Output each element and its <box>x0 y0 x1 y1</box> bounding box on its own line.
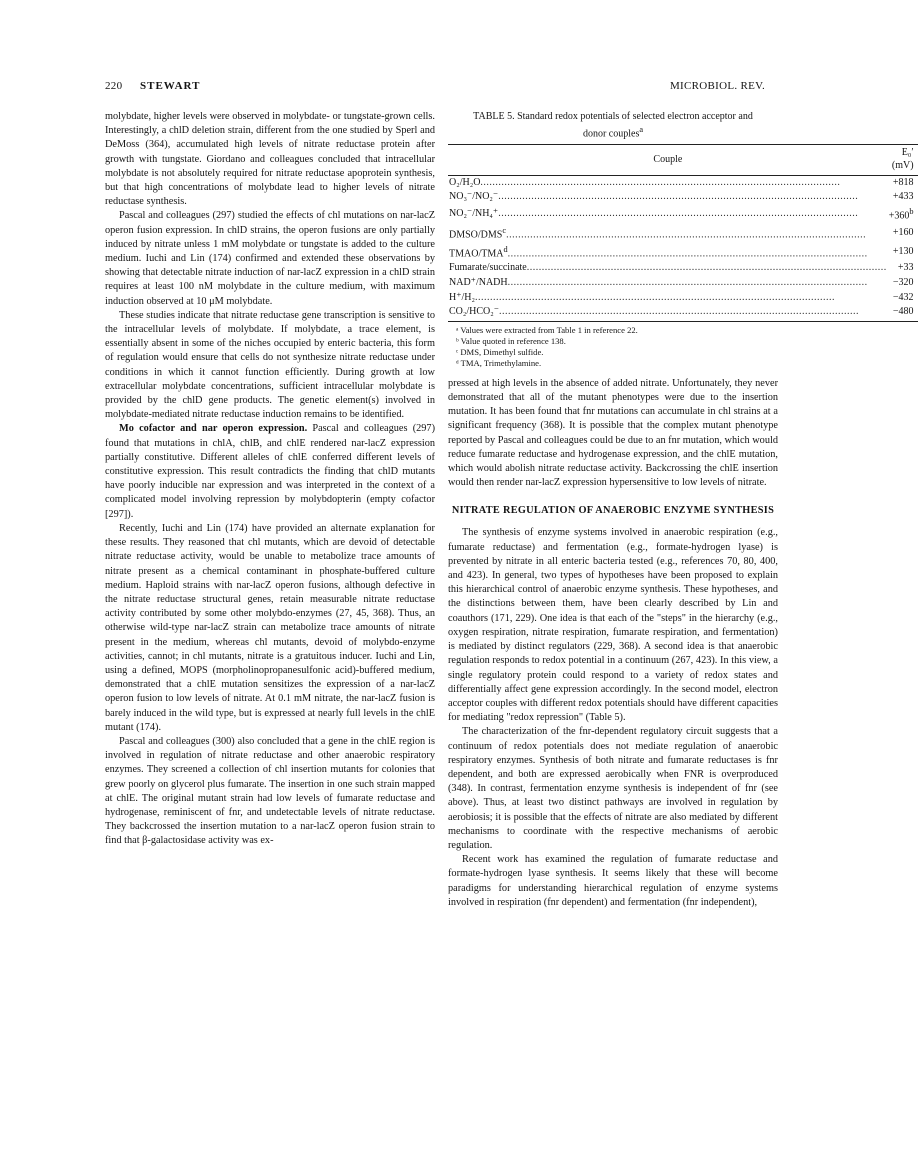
potential-cell <box>888 261 918 276</box>
couple-cell <box>448 276 888 291</box>
table-row <box>448 175 918 190</box>
paragraph <box>105 422 435 521</box>
paragraph: Recently, Iuchi and Lin (174) have provided an alternate explanation for these results. They reasoned that chl mutants, which are devoid of detectable nitrate reductase activity, would be unable to metabolize trace amounts of nitrate present as a chemical contaminant in phosphate-buffered culture medium. Haploid strains with nar-lacZ operon fusions, although defective in the nitrate reductase structural genes, retain measurable nitrate reductase activity contributed by some other molybdo-enzymes (27, 45, 368). Thus, an otherwise wild-type nar-lacZ strain can metabolize trace amounts of nitrate present in the medium, whereas chl mutants, devoid of molybdo-enzyme activities, cannot; in chl mutants, nitrate is a gratuitous inducer. Iuchi and Lin, using a defined, MOPS (morpholinopropanesulfonic acid)-buffered medium, demonstrated that a chlE mutation sensitizes the expression of a nar-lacZ operon fusion to low levels of nitrate. At 0.1 mM nitrate, the nar-lacZ fusion is barely induced in the wild type, but is expressed at nearly full levels in the chlE mutant (174). <box>105 522 435 733</box>
potential-cell <box>888 175 918 190</box>
table-caption: TABLE 5. Standard redox potentials of selected electron acceptor and donor couples$^a$ <box>473 111 753 140</box>
couple-cell <box>448 224 888 243</box>
footnote-mark: d <box>503 244 508 254</box>
footnote-mark: c <box>502 225 507 235</box>
page-number: 220 <box>105 80 123 92</box>
leader-dots: ........................................................................................................................ <box>480 176 841 188</box>
paragraph: The characterization of the fnr-dependent regulatory circuit suggests that a continuum of redox potentials does not mediate regulation of anaerobic respiratory enzymes. Synthesis of both nitrate and fumarate reductases is fnr dependent, and both are expressed aerobically when FNR is overproduced (348). In contrast, fermentation enzyme synthesis is independent of fnr (see above). Thus, at least two distinct pathways are involved in regulation by aerobiosis; it is possible that the effects of nitrate are also mediated by different mechanisms to coordinate with the respective mechanisms of aerobic regulation. <box>448 726 778 851</box>
leader-dots: ........................................................................................................................ <box>526 262 887 274</box>
potential-value: −320 <box>892 277 914 289</box>
couple-name: Fumarate/succinate <box>449 262 527 274</box>
paragraph: Pascal and colleagues (297) studied the effects of chl mutations on nar-lacZ operon fusion expression. In chlD strains, the operon fusions are only partially induced by nitrate unless 1 mM molybdate or tungstate is added to the culture medium. Iuchi and Lin (174) confirmed and extended these observations by showing that detectable nitrate induction of nar-lacZ expression in a chlD strain requires at least 100 nM molybdate in the culture medium, with maximum induction observed at 10 μM molybdate. <box>105 210 435 307</box>
potential-cell <box>888 276 918 291</box>
couple-name: O₂/H₂O <box>449 176 481 188</box>
column-header-couple: Couple <box>448 145 888 175</box>
potential-value: −432 <box>892 291 914 303</box>
potential-cell <box>888 243 918 262</box>
footnote: ᶜ DMS, Dimethyl sulfide. <box>456 346 544 357</box>
potential-cell <box>888 305 918 321</box>
couple-name: TMAO/TMA <box>449 247 504 259</box>
couple-name: CO₂/HCO₂⁻ <box>449 306 500 318</box>
potential-value: +130 <box>892 245 914 257</box>
couple-cell <box>448 205 888 224</box>
table-row <box>448 243 918 262</box>
couple-cell <box>448 190 888 205</box>
paragraph-text: Pascal and colleagues (297) found that mutations in chlA, chlB, and chlE rendered nar-lacZ expression partially constitutive. Different alleles of chlE conferred different levels of constitutive expression. This result contradicts the finding that chlD mutants have poorly inducible nar expression and was interpreted in the context of a complicated model involving repression by molybdopterin (empty cofactor [297]). <box>105 423 435 520</box>
table-row <box>448 305 918 321</box>
leader-dots: ........................................................................................................................ <box>499 306 860 318</box>
column-header-potential: E₀′ (mV) <box>888 145 918 175</box>
run-in-heading: Mo cofactor and nar operon expression. <box>119 423 308 435</box>
paragraph: Pascal and colleagues (300) also concluded that a gene in the chlE region is involved in regulation of nitrate reductase and other anaerobic respiratory enzymes. They screened a collection of chl insertion mutants for colonies that grew poorly on glycerol plus fumarate. The insertion in one such strain mapped at chlE. The original mutant strain had low levels of fumarate reductase and hydrogenase, reminiscent of fnr, and undetectable levels of nitrate reductase. They backcrossed the insertion mutation to a nar-lacZ operon fusion strain to find that β-galactosidase activity was ex- <box>105 735 435 847</box>
couple-cell <box>448 305 888 321</box>
potential-cell <box>888 205 918 224</box>
potential-value: +160 <box>892 226 914 238</box>
redox-table <box>448 144 918 322</box>
potential-value: −480 <box>892 306 914 318</box>
table-row <box>448 276 918 291</box>
left-column <box>105 110 435 849</box>
leader-dots: ........................................................................................................................ <box>475 291 835 303</box>
couple-name: NAD⁺/NADH <box>449 277 508 289</box>
footnote: ᵇ Value quoted in reference 138. <box>456 335 566 346</box>
potential-value: +360 <box>888 210 910 222</box>
couple-name: H⁺/H₂ <box>449 291 475 303</box>
couple-name: DMSO/DMS <box>449 228 503 240</box>
table-row <box>448 190 918 205</box>
footnote: ᵃ Values were extracted from Table 1 in reference 22. <box>456 324 638 335</box>
table-row <box>448 291 918 306</box>
couple-cell <box>448 291 888 306</box>
running-header <box>105 80 765 98</box>
paragraph: The synthesis of enzyme systems involved in anaerobic respiration (e.g., fumarate reductase) and fermentation (e.g., formate-hydrogen lyase) is prevented by nitrate in all enteric bacteria tested (e.g., references 70, 80, 400, and 423). In general, two types of hypotheses have been proposed to explain this hierarchical control of anaerobic enzyme synthesis. These hypotheses, and the distinctions between them, have been clearly described by Lin and coauthors (171, 229). One idea is that each of the "steps" in the hierarchy (e.g., oxygen respiration, nitrate respiration, fumarate respiration, and fermentation) is mediated by distinct regulators (229, 368). A second idea is that anaerobic regulation responds to redox potential in a continuum (267, 423). In this view, a single regulatory protein could respond to a variety of redox states and differentially affect gene expression accordingly. In the second model, electron acceptor couples with different redox potentials should have different capacities for mediating "redox repression" (Table 5). <box>448 527 778 724</box>
footnote: ᵈ TMA, Trimethylamine. <box>456 357 542 368</box>
table-row <box>448 261 918 276</box>
journal-name: MICROBIOL. REV. <box>669 80 765 92</box>
paragraph: pressed at high levels in the absence of added nitrate. Unfortunately, they never demonstrated that all of the mutant phenotypes were due to the insertion mutation. It has been found that fnr mutations can accumulate in chl strains at a significant frequency (368). It is possible that the complex mutant phenotype reported by Pascal and colleagues could be due to an fnr mutation, which would reduce fumarate reductase and hydrogenase expression, and the chlE mutation, which would abolish nitrate reductase activity. Backcrossing the chlE insertion would then render nar-lacZ expression hypersensitive to low levels of nitrate. <box>448 377 778 489</box>
right-column <box>448 110 914 910</box>
couple-cell <box>448 261 888 276</box>
couple-cell <box>448 175 888 190</box>
leader-dots: ........................................................................................................................ <box>507 277 868 289</box>
table-row <box>448 205 918 224</box>
paragraph: molybdate, higher levels were observed in molybdate- or tungstate-grown cells. Interestingly, a chlD deletion strain, different from the one studied by Sperl and DeMoss (364), accumulated high levels of nitrate reductase protein after growth with tungstate. Giordano and colleagues concluded that intracellular molybdate is not absolutely required for nitrate reductase apoprotein synthesis, but that high concentrations of molybdate lead to higher levels of nitrate reductase synthesis. <box>105 111 435 208</box>
table-row <box>448 224 918 243</box>
potential-cell <box>888 291 918 306</box>
footnote-mark: b <box>909 206 914 216</box>
leader-dots: ........................................................................................................................ <box>506 228 867 240</box>
section-heading: NITRATE REGULATION OF ANAEROBIC ENZYME SYNTHESIS <box>451 505 775 517</box>
potential-value: +33 <box>897 262 914 274</box>
potential-cell <box>888 190 918 205</box>
leader-dots: ........................................................................................................................ <box>507 247 868 259</box>
couple-cell <box>448 243 888 262</box>
couple-name: NO₃⁻/NO₂⁻ <box>449 191 499 203</box>
running-author: STEWART <box>140 80 201 92</box>
potential-cell <box>888 224 918 243</box>
table-footnotes <box>448 325 778 369</box>
table-5 <box>448 110 914 369</box>
leader-dots: ........................................................................................................................ <box>498 191 859 203</box>
potential-value: +818 <box>892 176 914 188</box>
couple-name: NO₂⁻/NH₄⁺ <box>449 207 499 219</box>
potential-value: +433 <box>892 191 914 203</box>
leader-dots: ........................................................................................................................ <box>498 207 859 219</box>
caption-note-mark: a <box>639 125 644 134</box>
paragraph: These studies indicate that nitrate reductase gene transcription is sensitive to the intracellular levels of molybdate. If molybdate, a trace element, is essentially absent in some of the niches occupied by enteric bacteria, this form of regulation would ensure that cells do not synthesize nitrate reductase under conditions in which it cannot function efficiently. During growth at low extracellular molybdate concentrations, sufficient intracellular molybdate is provided by the chlD gene products. The genetic element(s) involved in molybdate-mediated nitrate reductase induction remains to be identified. <box>105 309 435 421</box>
paragraph: Recent work has examined the regulation of fumarate reductase and formate-hydrogen lyase synthesis. It seems likely that these will become paradigms for understanding hierarchical regulation of enzyme systems involved in respiration (fnr dependent) and fermentation (fnr independent), <box>448 854 778 908</box>
